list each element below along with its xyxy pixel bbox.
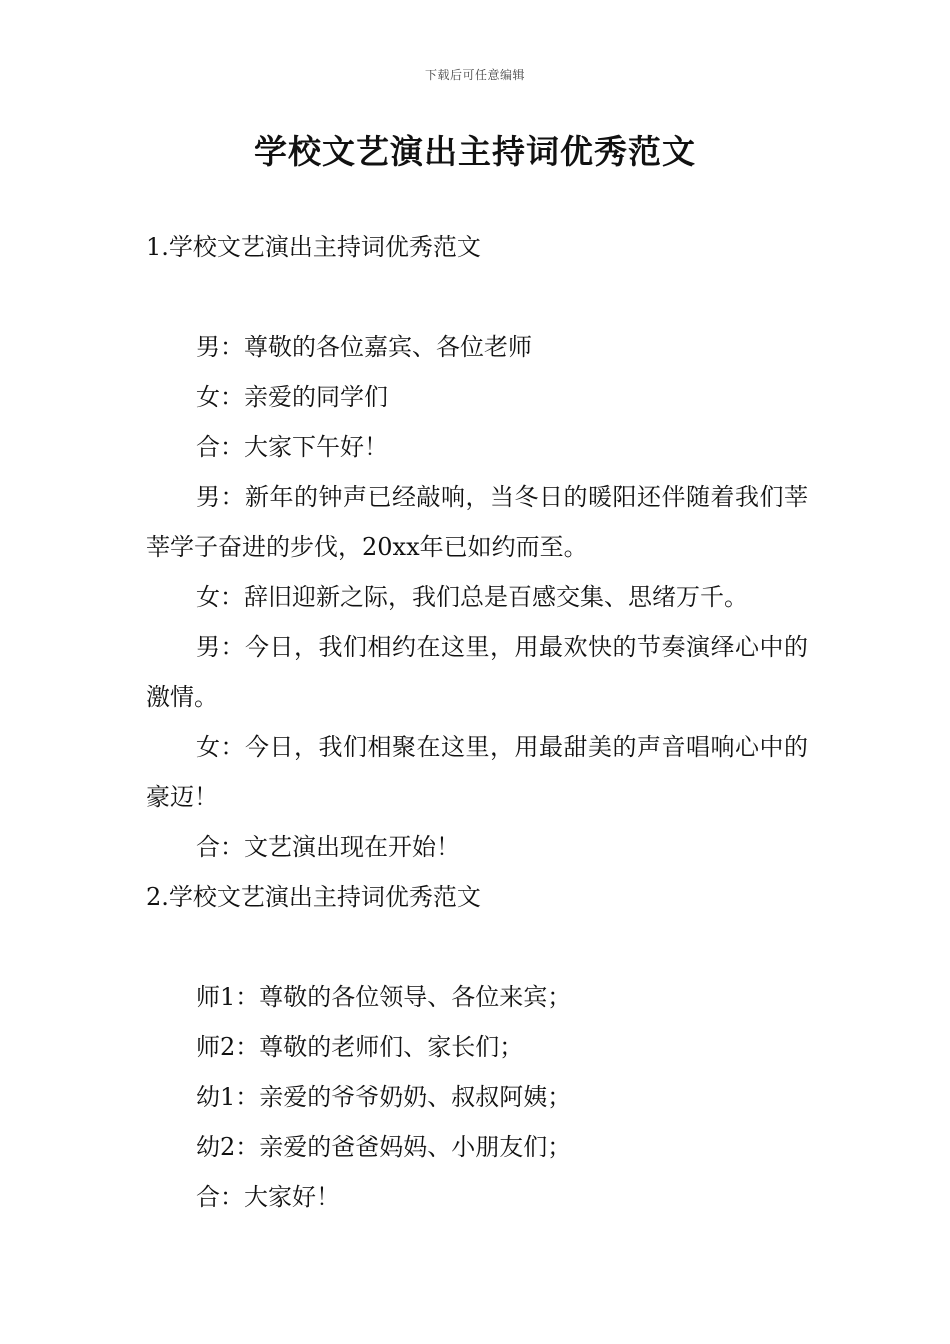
section-2-heading: 2.学校文艺演出主持词优秀范文 [146, 883, 481, 911]
paragraph: 合：大家好！ [196, 1183, 340, 1211]
paragraph: 合：文艺演出现在开始！ [196, 833, 460, 861]
paragraph: 师1：尊敬的各位领导、各位来宾； [196, 983, 572, 1011]
blank-line [146, 272, 808, 322]
paragraph: 幼1：亲爱的爷爷奶奶、叔叔阿姨； [196, 1083, 572, 1111]
paragraph: 男：尊敬的各位嘉宾、各位老师 [196, 333, 532, 361]
blank-line [146, 922, 808, 972]
paragraph: 女：亲爱的同学们 [196, 383, 388, 411]
section-1-heading: 1.学校文艺演出主持词优秀范文 [146, 233, 481, 261]
document-body [146, 222, 808, 1222]
paragraph: 女：辞旧迎新之际，我们总是百感交集、思绪万千。 [196, 583, 748, 611]
paragraph: 男：新年的钟声已经敲响，当冬日的暖阳还伴随着我们莘莘学子奋进的步伐，20xx年已如约而至。 [146, 483, 808, 561]
paragraph: 男：今日，我们相约在这里，用最欢快的节奏演绎心中的激情。 [146, 633, 808, 711]
document-title: 学校文艺演出主持词优秀范文 [254, 132, 696, 171]
header-note: 下载后可任意编辑 [424, 68, 525, 82]
paragraph: 合：大家下午好！ [196, 433, 388, 461]
paragraph: 女：今日，我们相聚在这里，用最甜美的声音唱响心中的豪迈！ [146, 733, 808, 811]
paragraph: 师2：尊敬的老师们、家长们； [196, 1033, 524, 1061]
paragraph: 幼2：亲爱的爸爸妈妈、小朋友们； [196, 1133, 572, 1161]
